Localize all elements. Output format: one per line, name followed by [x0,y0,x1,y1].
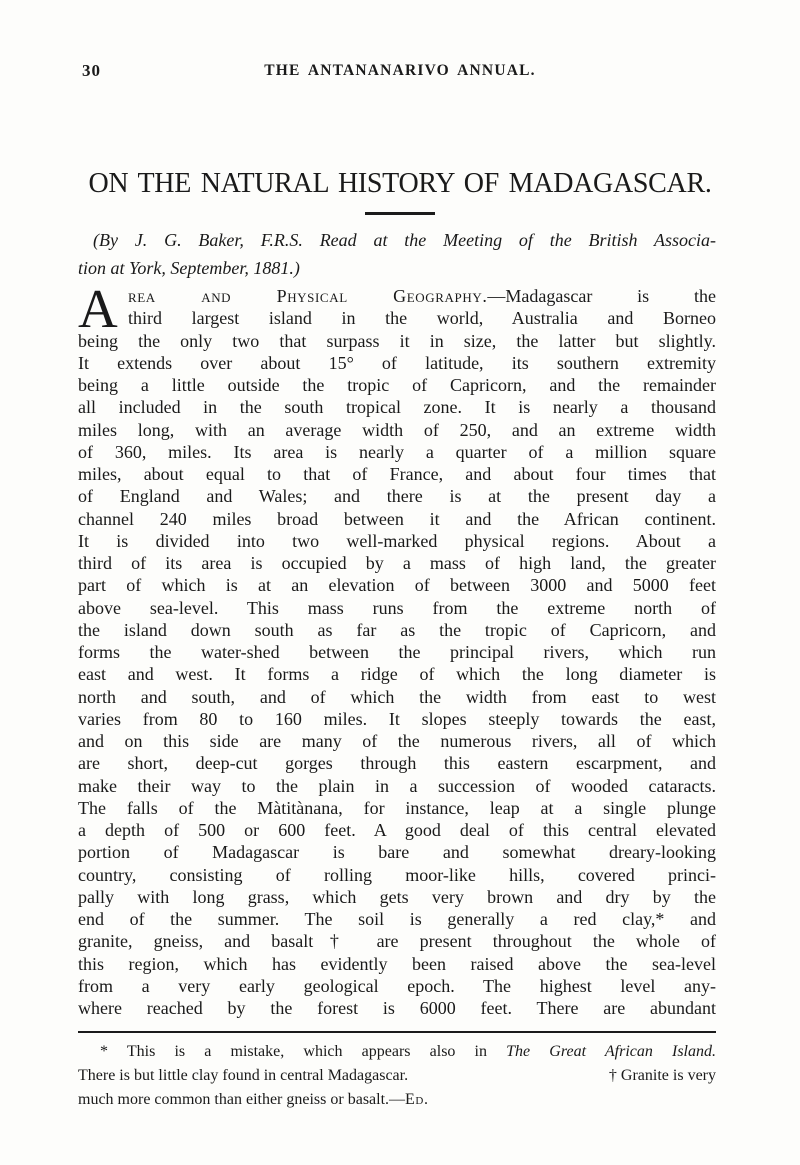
footnote-line-3-text: much more common than either gneiss or basalt.— [78,1091,406,1108]
body-line: and on this side are many of the numerous rivers, all of which [78,731,716,751]
body-line: varies from 80 to 160 miles. It slopes steeply towards the east, [78,708,716,729]
dropcap-letter: A [78,278,118,339]
body-line: country, consisting of rolling moor-like hills, covered princi- [78,864,716,885]
footnote-line-3 [78,1088,716,1112]
body-line: make their way to the plain in a succession of wooded cataracts. [78,775,716,796]
body-line-first-rest: —Madagascar is the [487,286,716,306]
footnote-line-2 [78,1064,716,1088]
title-divider [365,212,435,215]
running-header: THE ANTANANARIVO ANNUAL. [264,62,536,79]
body-line: east and west. It forms a ridge of which the long diameter is [78,664,716,685]
body-line: from a very early geological epoch. The highest level any- [78,975,716,996]
body-line: It extends over about 15° of latitude, its southern extremity [78,352,716,373]
body-line: part of which is at an elevation of between 3000 and 5000 feet [78,575,716,596]
body-line: are short, deep-cut gorges through this eastern escarpment, and [78,753,716,774]
footnote-line-1 [78,1040,716,1064]
article-title: ON THE NATURAL HISTORY OF MADAGASCAR. [88,168,712,199]
footnote-divider [78,1031,716,1033]
body-line-first [78,285,716,307]
byline-line-1: (By J. G. Baker, F.R.S. Read at the Meeting of the British Associa- [93,230,716,250]
body-line: the island down south as far as the tropic of Capricorn, and [78,619,716,640]
body-line: miles long, with an average width of 250, and an extreme width [78,419,716,440]
body-line: where reached by the forest is 6000 feet. There are abundant [78,998,716,1018]
page-number: 30 [82,61,101,80]
body-text [78,278,716,1019]
body-line: all included in the south tropical zone. It is nearly a thousand [78,397,716,418]
body-line: of 360, miles. Its area is nearly a quarter of a million square [78,441,716,462]
body-line: third largest island in the world, Australia and Borneo [128,308,716,329]
body-line: of England and Wales; and there is at the present day a [78,486,716,507]
body-line: miles, about equal to that of France, and about four times that [78,464,716,484]
body-line: forms the water-shed between the principal rivers, which run [78,642,716,662]
body-line: granite, gneiss, and basalt† are present throughout the whole of [78,931,716,952]
byline [78,226,716,282]
body-line: being a little outside the tropic of Capricorn, and the remainder [78,375,716,395]
body-lines-container [78,307,716,1019]
body-line: end of the summer. The soil is generally a red clay,* and [78,909,716,929]
body-line: pally with long grass, which gets very brown and dry by the [78,886,716,907]
byline-line-2: tion at York, September, 1881.) [78,258,300,278]
body-line: portion of Madagascar is bare and somewhat dreary-looking [78,842,716,863]
footnote-line-2-left: There is but little clay found in central Madagascar. [78,1067,409,1084]
footnote-book-title: The Great African Island. [506,1043,716,1060]
body-line: north and south, and of which the width from east to west [78,686,716,707]
body-line: The falls of the Màtitànana, for instance, leap at a single plunge [78,797,716,818]
body-line: this region, which has evidently been raised above the sea-level [78,953,716,974]
body-line: a depth of 500 or 600 feet. A good deal of this central elevated [78,820,716,840]
footnote [78,1040,716,1112]
footnote-dagger-text: † Granite is very [608,1067,716,1084]
body-line: channel 240 miles broad between it and the African continent. [78,508,716,529]
body-line: above sea-level. This mass runs from the extreme north of [78,597,716,618]
body-line: It is divided into two well-marked physical regions. About a [78,530,716,551]
body-line: third of its area is occupied by a mass of high land, the greater [78,553,716,573]
footnote-asterisk-text: * This is a mistake, which appears also in [100,1043,507,1060]
body-line: being the only two that surpass it in size, the latter but slightly. [78,330,716,351]
footnote-editor-signature: Ed. [405,1091,429,1108]
section-heading-smallcaps: rea and Physical Geography. [128,286,488,306]
